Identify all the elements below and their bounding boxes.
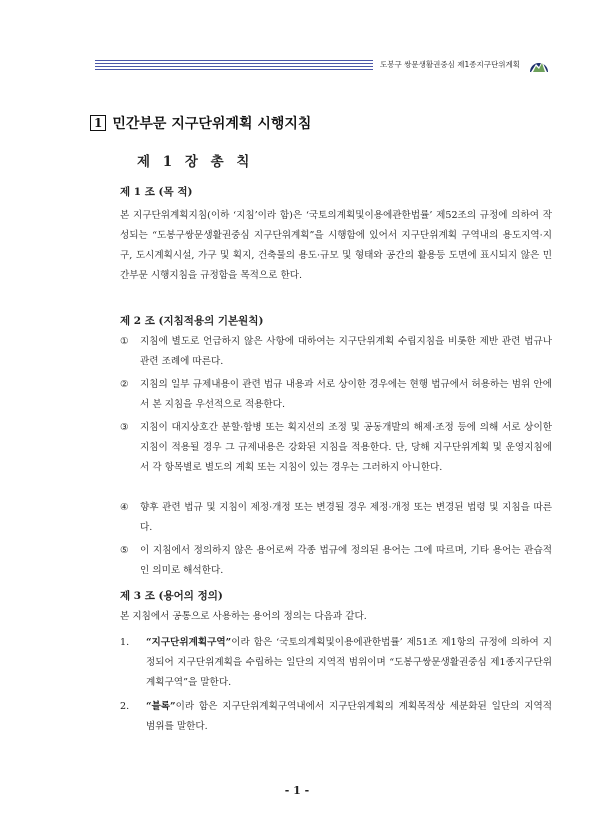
item-text: 이 지침에서 정의하지 않은 용어로써 각종 법규에 정의된 용어는 그에 따르며, 기타 용어는 관습적인 의미로 해석한다.	[140, 545, 552, 576]
def-term: “지구단위계획구역”	[146, 637, 232, 648]
item-text: 지침의 일부 규제내용이 관련 법규 내용과 서로 상이한 경우에는 현행 법규에서 허용하는 범위 안에서 본 지침을 우선적으로 적용한다.	[140, 379, 552, 410]
item-number: ⑤	[120, 545, 129, 556]
article-intro: 본 지침에서 공통으로 사용하는 용어의 정의는 다음과 같다.	[120, 611, 367, 622]
item-number: ③	[120, 422, 129, 433]
item-number: ②	[120, 379, 129, 390]
item-text: 향후 관련 법규 및 지침이 제정·개정 또는 변경될 경우 제정·개정 또는 변경된 법령 및 지침을 따른다.	[140, 502, 552, 533]
item-number: ④	[120, 502, 129, 513]
page-number: - 1 -	[284, 784, 310, 797]
article-body: 본 지구단위계획지침(이하 ‘지침’이라 함)은 ‘국토의계획및이용에관한법률’ 제52조의 규정에 의하여 작성되는 “도봉구쌍문생활권중심 지구단위계획”을 시행함에 있어서 지구단위계획 구역내의 용도지역·지구, 도시계획시설, 가구 및 획지, 건축물의 용도·규모 및 형태와 공간의 활용등 도면에 표시되지 않은 민간부문 시행지침을 규정함을 목적으로 한다.	[120, 210, 552, 281]
article-heading: 제 1 조 (목 적)	[120, 186, 193, 198]
header-rule	[95, 60, 373, 61]
item-text: 지침에 별도로 언급하지 않은 사항에 대하여는 지구단위계획 수립지침을 비롯한 제반 관련 법규나 관련 조례에 따른다.	[140, 336, 552, 367]
item-number: ①	[120, 336, 129, 347]
section-title	[90, 113, 311, 133]
def-text: 이라 함은 지구단위계획구역내에서 지구단위계획의 계획목적상 세분화된 일단의 지역적 범위를 말한다.	[146, 701, 552, 732]
list-item	[120, 375, 552, 415]
chapter-title: 제 1 장 총 칙	[137, 154, 254, 170]
list-item	[120, 418, 552, 478]
def-number: 1.	[120, 637, 130, 648]
def-term: “블록”	[146, 701, 176, 712]
article-heading: 제 3 조 (용어의 정의)	[120, 590, 223, 602]
header-rule	[95, 69, 373, 70]
article-heading: 제 2 조 (지침적용의 기본원칙)	[120, 315, 264, 327]
header-title: 도봉구 쌍문생활권중심 제1종지구단위계획	[380, 60, 520, 69]
def-text: 이라 함은 ‘국토의계획및이용에관한법률’ 제51조 제1항의 규정에 의하여 지정되어 지구단위계획을 수립하는 일단의 지역적 범위이며 “도봉구쌍문생활권중심 제1종지구단위계획구역”을 말한다.	[146, 637, 552, 688]
list-item	[120, 332, 552, 372]
definition-item	[120, 633, 552, 693]
list-item	[120, 498, 552, 538]
section-number-box: 1	[90, 115, 106, 131]
section-title-text: 민간부문 지구단위계획 시행지침	[112, 116, 312, 132]
definition-item	[120, 697, 552, 737]
def-number: 2.	[120, 701, 130, 712]
header-rule	[95, 66, 373, 67]
item-text: 지침이 대지상호간 분할·합병 또는 획지선의 조정 및 공동개발의 해제·조정 등에 의해 서로 상이한 지침이 적용될 경우 그 규제내용은 강화된 지침을 적용한다. 단, 당해 지구단위계획 및 운영지침에서 각 항목별로 별도의 계획 또는 지침이 있는 경우는 그러하지 아니한다.	[140, 422, 552, 473]
page-header	[0, 0, 594, 80]
header-rule	[95, 63, 373, 64]
list-item	[120, 541, 552, 581]
mountain-logo-icon	[528, 52, 550, 74]
